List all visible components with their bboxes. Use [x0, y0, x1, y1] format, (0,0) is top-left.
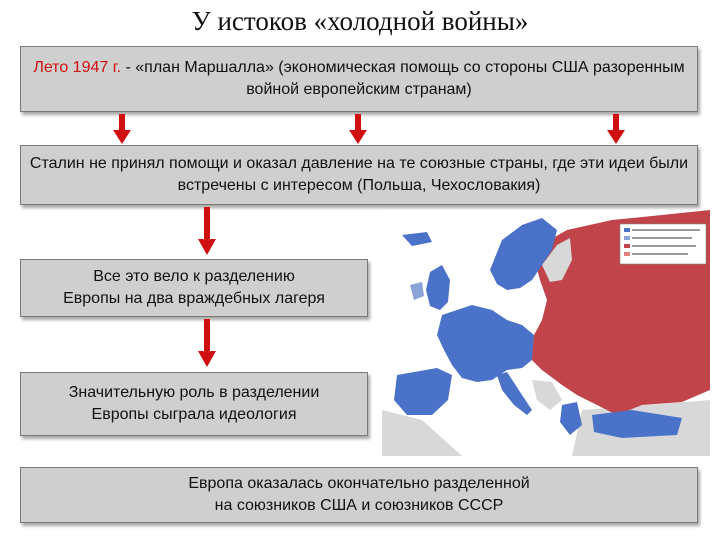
date-highlight: Лето 1947 г. — [33, 59, 122, 76]
final-line-2: на союзников США и союзников СССР — [214, 497, 504, 514]
division-line-2: Европы на два враждебных лагеря — [63, 290, 325, 307]
marshall-plan-text: - «план Маршалла» (экономическая помощь со стороны США разоренным войной европейским странам) — [121, 59, 685, 98]
final-line-1: Европа оказалась окончательно разделенной — [188, 475, 530, 492]
arrow-down-icon — [113, 114, 131, 144]
division-box — [20, 259, 368, 317]
stalin-box — [20, 145, 698, 205]
arrow-down-icon — [607, 114, 625, 144]
arrow-down-icon — [198, 319, 216, 367]
page-title: У истоков «холодной войны» — [191, 6, 529, 36]
arrow-down-icon — [349, 114, 367, 144]
ideology-box — [20, 372, 368, 436]
ideology-line-2: Европы сыграла идеология — [91, 406, 297, 423]
arrow-down-icon — [198, 207, 216, 255]
stalin-text: Сталин не принял помощи и оказал давление на те союзные страны, где эти идеи были встречены с интересом (Польша, Чехословакия) — [29, 155, 689, 194]
final-division-box — [20, 467, 698, 523]
legend-icon — [620, 224, 706, 264]
europe-map-icon — [382, 210, 710, 456]
ideology-line-1: Значительную роль в разделении — [68, 384, 320, 401]
marshall-plan-box — [20, 46, 698, 112]
division-line-1: Все это вело к разделению — [93, 268, 295, 285]
